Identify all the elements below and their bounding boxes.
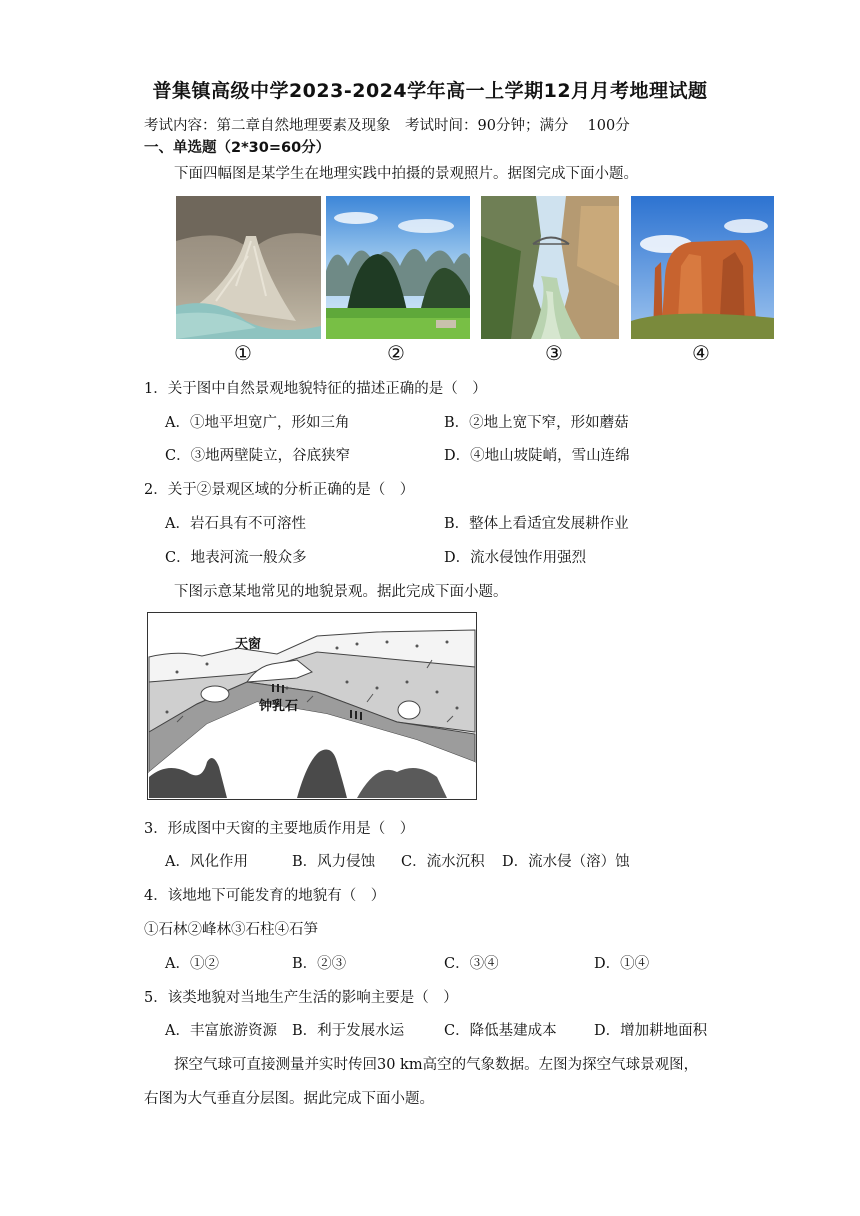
q4-option-b: B．②③: [292, 956, 347, 972]
exam-title: 普集镇高级中学2023-2024学年高一上学期12月月考地理试题: [152, 80, 708, 102]
q3-option-b: B．风力侵蚀: [292, 854, 376, 870]
q1-option-b: B．②地上宽下窄，形如蘑菇: [444, 415, 629, 431]
intro-text-3-line-2: 右图为大气垂直分层图。据此完成下面小题。: [144, 1091, 434, 1107]
photo-label-3: ③: [545, 341, 563, 365]
question-4-stem: 4．该地地下可能发育的地貌有（ ）: [144, 888, 386, 904]
intro-text-1: 下面四幅图是某学生在地理实践中拍摄的景观照片。据图完成下面小题。: [174, 166, 638, 182]
q2-option-c: C．地表河流一般众多: [165, 550, 307, 566]
q5-option-c: C．降低基建成本: [444, 1023, 557, 1039]
photo-alluvial-fan: [176, 196, 321, 339]
photo-label-4: ④: [692, 341, 710, 365]
label-skylight: 天窗: [235, 637, 262, 652]
question-1-stem: 1．关于图中自然景观地貌特征的描述正确的是（ ）: [144, 381, 487, 397]
q1-option-a: A．①地平坦宽广，形如三角: [165, 415, 350, 431]
q4-option-d: D．①④: [594, 956, 650, 972]
q2-option-b: B．整体上看适宜发展耕作业: [444, 516, 629, 532]
q3-option-a: A．风化作用: [165, 854, 248, 870]
q5-option-d: D．增加耕地面积: [594, 1023, 708, 1039]
q5-option-a: A．丰富旅游资源: [165, 1023, 277, 1039]
photo-label-1: ①: [234, 341, 252, 365]
photo-gorge: [481, 196, 619, 339]
q1-option-d: D．④地山坡陡峭，雪山连绵: [444, 448, 630, 464]
q3-option-d: D．流水侵（溶）蚀: [502, 854, 630, 870]
photo-label-2: ②: [387, 341, 405, 365]
q4-option-c: C．③④: [444, 956, 499, 972]
label-stalactite: 钟乳石: [259, 699, 299, 714]
intro-text-2: 下图示意某地常见的地貌景观。据此完成下面小题。: [174, 584, 508, 600]
q3-option-c: C．流水沉积: [401, 854, 485, 870]
section-heading: 一、单选题（2*30=60分）: [144, 140, 331, 156]
question-4-items: ①石林②峰林③石柱④石笋: [144, 922, 318, 938]
exam-info: 考试内容：第二章自然地理要素及现象 考试时间：90分钟；满分 100分: [144, 118, 630, 134]
q2-option-d: D．流水侵蚀作用强烈: [444, 550, 587, 566]
q1-option-c: C．③地两壁陡立，谷底狭窄: [165, 448, 351, 464]
question-5-stem: 5．该类地貌对当地生产生活的影响主要是（ ）: [144, 990, 458, 1006]
intro-text-3-line-1: 探空气球可直接测量并实时传回30 km高空的气象数据。左图为探空气球景观图，: [174, 1057, 699, 1073]
q5-option-b: B．利于发展水运: [292, 1023, 405, 1039]
photo-karst-peaks: [326, 196, 470, 339]
question-2-stem: 2．关于②景观区域的分析正确的是（ ）: [144, 482, 415, 498]
q2-option-a: A．岩石具有不可溶性: [165, 516, 306, 532]
karst-diagram: [147, 612, 477, 800]
photo-red-rock-tower: [631, 196, 774, 339]
question-3-stem: 3．形成图中天窗的主要地质作用是（ ）: [144, 821, 415, 837]
q4-option-a: A．①②: [165, 956, 219, 972]
